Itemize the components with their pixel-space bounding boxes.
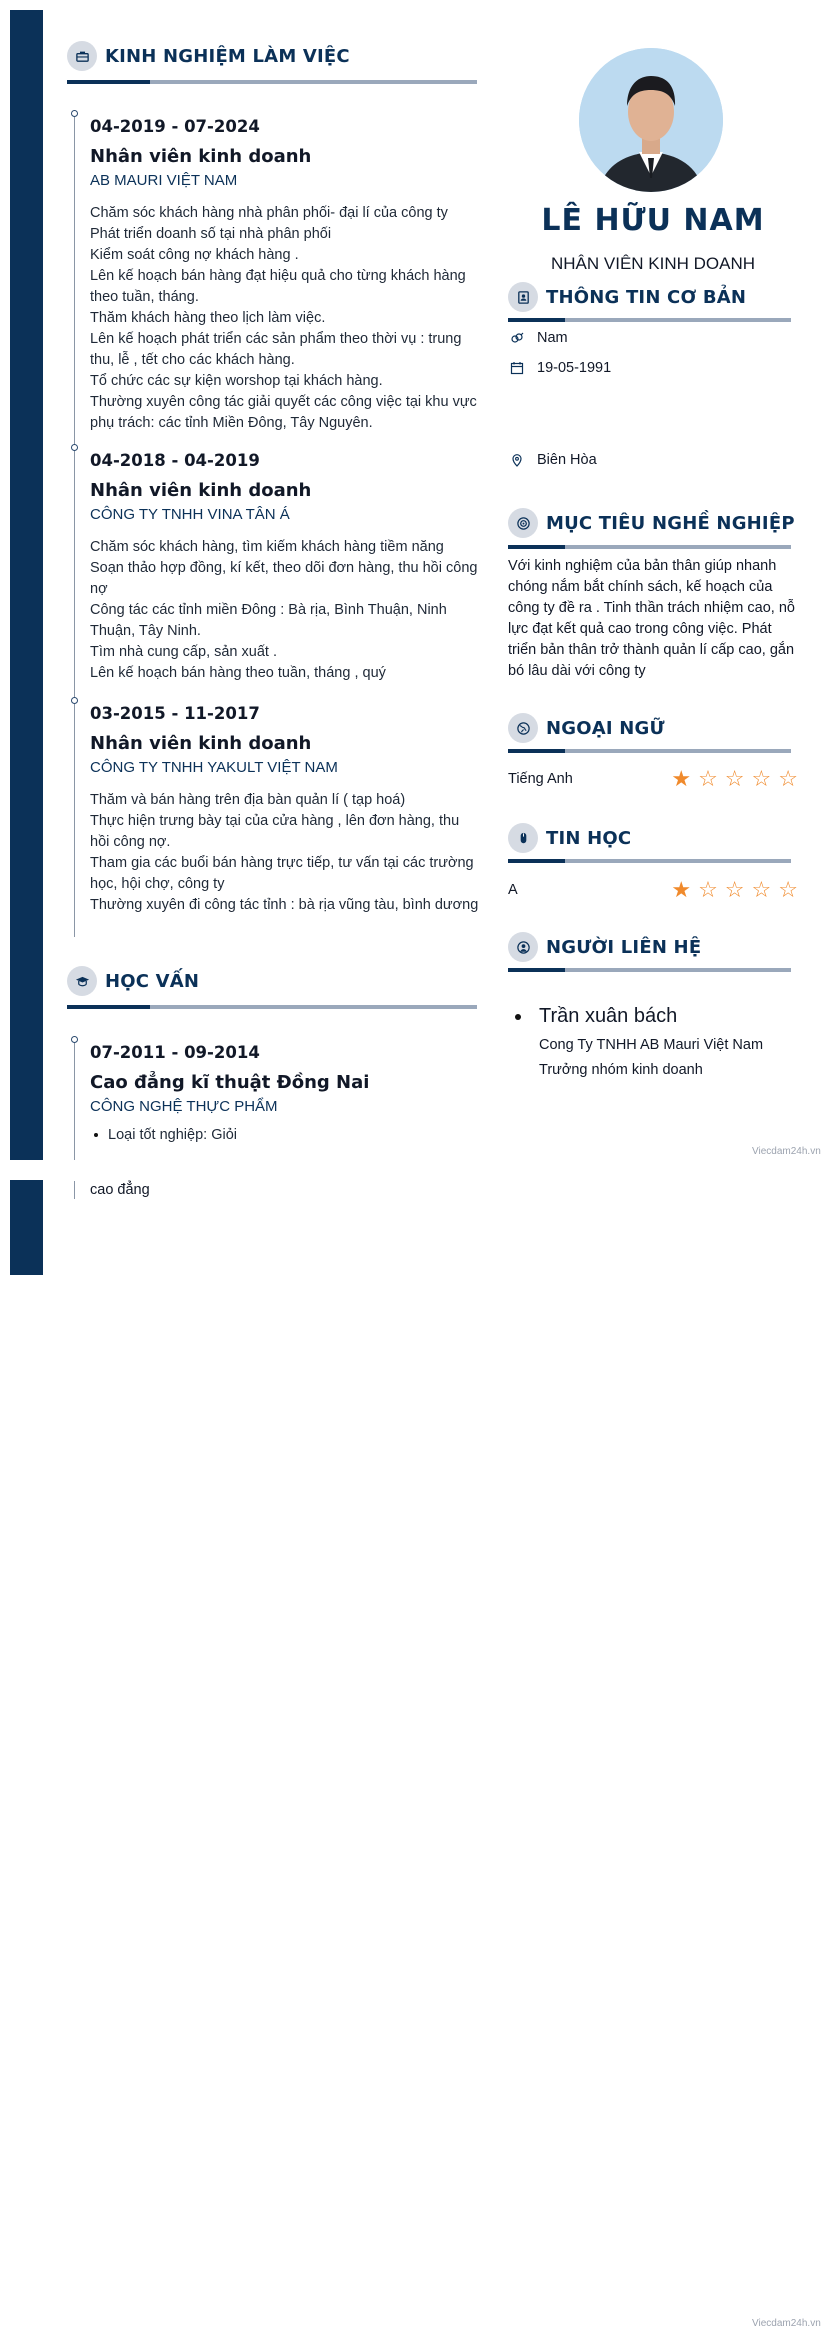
objective-text: Với kinh nghiệm của bản thân giúp nhanh chóng nắm bắt chính sách, kế hoạch của công ty đề ra . Tinh thần trách nhiệm cao, nỗ lực đạt kết quả cao trong công việc. Phát triển bản thân trở thành quản lí cấp cao, gắn bó lâu dài với công ty: [508, 558, 795, 679]
education-divider: [67, 1005, 477, 1009]
star-empty-icon: ☆: [778, 877, 798, 902]
star-empty-icon: ☆: [698, 766, 718, 791]
candidate-role: NHÂN VIÊN KINH DOANH: [550, 254, 756, 273]
education-timeline: [74, 1038, 75, 1160]
job-line: Tham gia các buổi bán hàng trực tiếp, tư vấn tại các trường học, hội chợ, công ty: [90, 855, 474, 892]
languages-title: NGOẠI NGỮ: [546, 717, 665, 739]
it-skill-name: A: [508, 882, 518, 898]
avatar: [579, 48, 723, 192]
job-line: Lên kế hoạch phát triển các sản phẩm theo thời vụ : trung thu, lễ , tết cho các khách hàng.: [90, 331, 462, 368]
star-empty-icon: ☆: [724, 766, 745, 791]
birthday-value: 19-05-1991: [537, 360, 612, 376]
it-skills-title: TIN HỌC: [546, 827, 632, 849]
job-line: Lên kế hoạch bán hàng đạt hiệu quả cho từng khách hàng theo tuần, tháng.: [90, 268, 466, 305]
job-line: Thực hiện trưng bày tại của cửa hàng , lên đơn hàng, thu hồi công nợ.: [90, 813, 460, 850]
gender-icon: [510, 331, 524, 345]
it-skill-item: [508, 879, 798, 901]
gender-row: [510, 330, 568, 346]
education-school: Cao đẳng kĩ thuật Đồng Nai: [90, 1072, 370, 1093]
mouse-icon: [508, 823, 538, 853]
address-row: [510, 452, 597, 468]
id-card-icon: [508, 282, 538, 312]
timeline-dot: [71, 444, 78, 451]
gender-value: Nam: [537, 330, 568, 346]
job-date: 03-2015 - 11-2017: [90, 704, 260, 723]
reference-name-row: [515, 1005, 805, 1028]
job-line: Thường xuyên công tác giải quyết các công việc tại khu vực phụ trách: các tỉnh Miền Đông, Tây Nguyên.: [90, 394, 477, 431]
watermark: Viecdam24h.vn: [752, 1146, 821, 1157]
education-grade: [90, 1127, 480, 1143]
education-header: [67, 966, 199, 996]
job-company: AB MAURI VIỆT NAM: [90, 172, 238, 189]
job-line: Soạn thảo hợp đồng, kí kết, theo dõi đơn hàng, thu hồi công nợ: [90, 560, 478, 597]
reference-name: Trần xuân bách: [539, 1005, 678, 1027]
left-accent-bar: [10, 10, 43, 1160]
objective-title: MỤC TIÊU NGHỀ NGHIỆP: [546, 512, 795, 534]
star-filled-icon: ★: [671, 766, 692, 791]
job-line: Chăm sóc khách hàng, tìm kiếm khách hàng tiềm năng: [90, 539, 444, 555]
references-header: [508, 932, 701, 962]
watermark-bottom: Viecdam24h.vn: [752, 2318, 821, 2329]
job-line: Công tác các tỉnh miền Đông : Bà rịa, Bình Thuận, Ninh Thuận, Tây Ninh.: [90, 602, 447, 639]
star-empty-icon: ☆: [778, 766, 798, 791]
timeline-dot: [71, 1036, 78, 1043]
basic-info-title: THÔNG TIN CƠ BẢN: [546, 286, 747, 308]
location-pin-icon: [510, 453, 524, 467]
star-empty-icon: ☆: [751, 766, 772, 791]
objective-divider: [508, 545, 791, 549]
language-item: [508, 768, 798, 790]
education-major: CÔNG NGHỆ THỰC PHẨM: [90, 1098, 278, 1115]
language-rating: [671, 768, 798, 790]
candidate-name: LÊ HỮU NAM: [541, 203, 765, 238]
references-divider: [508, 968, 791, 972]
it-skills-divider: [508, 859, 791, 863]
globe-icon: [508, 713, 538, 743]
job-line: Kiểm soát công nợ khách hàng .: [90, 247, 299, 263]
education-entry: [90, 1043, 480, 1143]
job-line: Thăm và bán hàng trên địa bàn quản lí ( tạp hoá): [90, 792, 406, 808]
reference-company: Cong Ty TNHH AB Mauri Việt Nam: [539, 1037, 764, 1053]
job-line: Lên kế hoạch bán hàng theo tuần, tháng , quý: [90, 665, 386, 681]
star-empty-icon: ☆: [751, 877, 772, 902]
education-grade-text: Loại tốt nghiệp: Giỏi: [108, 1127, 237, 1143]
job-company: CÔNG TY TNHH YAKULT VIỆT NAM: [90, 759, 338, 776]
education-degree: cao đẳng: [90, 1182, 150, 1198]
job-line: Thăm khách hàng theo lịch làm việc.: [90, 310, 326, 326]
education-date: 07-2011 - 09-2014: [90, 1043, 260, 1062]
objective-header: [508, 508, 795, 538]
target-icon: [508, 508, 538, 538]
language-name: Tiếng Anh: [508, 771, 573, 787]
experience-divider: [67, 80, 477, 84]
job-date: 04-2018 - 04-2019: [90, 451, 260, 470]
job-description: [90, 203, 480, 434]
job-line: Thường xuyên đi công tác tỉnh : bà rịa vũng tàu, bình dương: [90, 897, 479, 913]
timeline-dot: [71, 697, 78, 704]
star-filled-icon: ★: [671, 877, 692, 902]
briefcase-icon: [67, 41, 97, 71]
user-icon: [508, 932, 538, 962]
job-date: 04-2019 - 07-2024: [90, 117, 260, 136]
it-skills-header: [508, 823, 631, 853]
job-company: CÔNG TY TNHH VINA TÂN Á: [90, 506, 290, 523]
experience-timeline: [74, 112, 75, 937]
job-title: Nhân viên kinh doanh: [90, 733, 312, 754]
basic-info-header: [508, 282, 746, 312]
job-entry: [90, 117, 480, 434]
timeline-dot: [71, 110, 78, 117]
basic-info-divider: [508, 318, 791, 322]
star-empty-icon: ☆: [724, 877, 745, 902]
job-line: Tổ chức các sự kiện worshop tại khách hàng.: [90, 373, 383, 389]
experience-header: [67, 41, 350, 71]
job-entry: [90, 451, 480, 684]
left-accent-bar-lower: [10, 1180, 43, 1275]
address-value: Biên Hòa: [537, 452, 597, 468]
reference-position: Trưởng nhóm kinh doanh: [539, 1062, 703, 1078]
languages-divider: [508, 749, 791, 753]
job-entry: [90, 704, 480, 916]
star-empty-icon: ☆: [698, 877, 718, 902]
reference-entry: [515, 1005, 805, 1078]
languages-header: [508, 713, 665, 743]
experience-title: KINH NGHIỆM LÀM VIỆC: [105, 45, 350, 67]
education-title: HỌC VẤN: [105, 970, 200, 992]
job-description: [90, 537, 480, 684]
job-title: Nhân viên kinh doanh: [90, 146, 312, 167]
birthday-row: [510, 360, 611, 376]
education-timeline-continued: [74, 1181, 75, 1199]
job-title: Nhân viên kinh doanh: [90, 480, 312, 501]
it-skill-rating: [671, 879, 798, 901]
job-line: Phát triển doanh số tại nhà phân phối: [90, 226, 332, 242]
references-title: NGƯỜI LIÊN HỆ: [546, 936, 702, 958]
graduation-cap-icon: [67, 966, 97, 996]
job-description: [90, 790, 480, 916]
job-line: Tìm nhà cung cấp, sản xuất .: [90, 644, 277, 660]
job-line: Chăm sóc khách hàng nhà phân phối- đại lí của công ty: [90, 205, 448, 221]
calendar-icon: [510, 361, 524, 375]
